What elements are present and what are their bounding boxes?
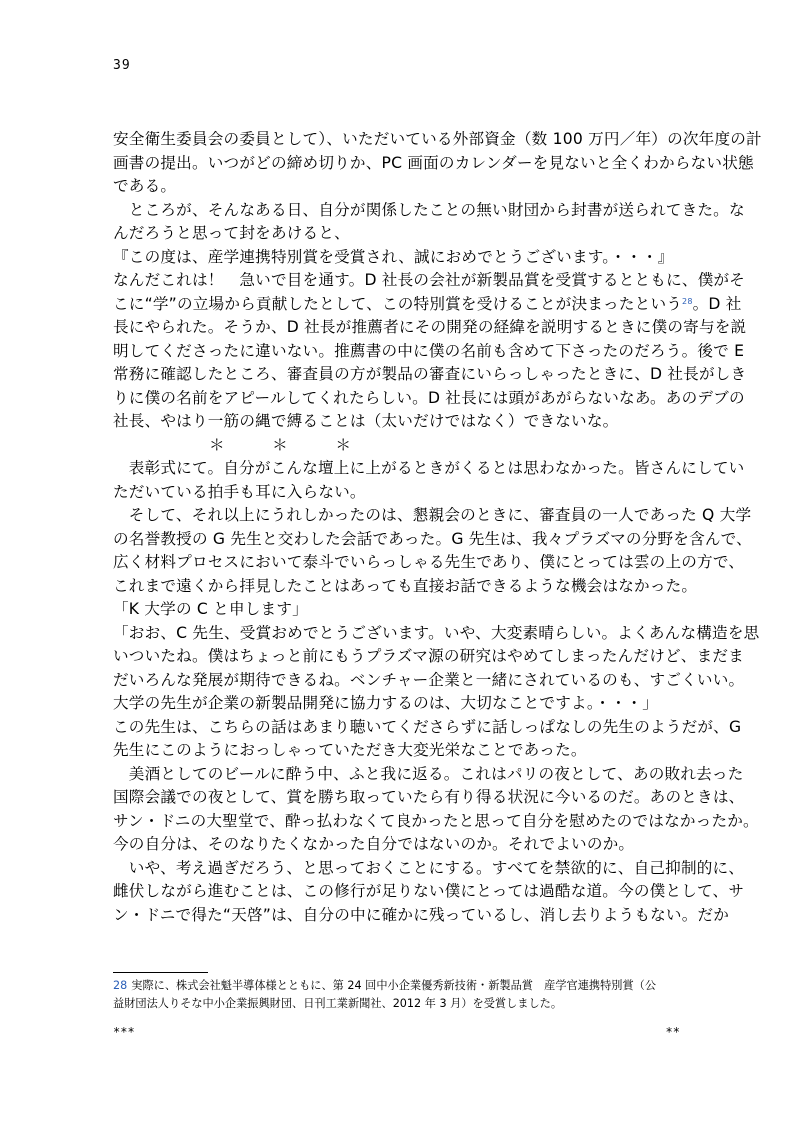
text-line: の名誉教授の G 先生と交わした会話であった。G 先生は、我々プラズマの分野を含んで、 bbox=[113, 529, 752, 548]
text-line: 「K 大学の C と申します」 bbox=[113, 600, 308, 618]
text-line: んだろうと思って封をあけると、 bbox=[113, 224, 350, 242]
text-line: りに僕の名前をアピールしてくれたらしい。D 社長には頭があがらないなあ。あのデブの bbox=[113, 388, 745, 407]
footnote-reference[interactable]: 28 bbox=[682, 296, 693, 306]
text-line: 大学の先生が企業の新製品開発に協力するのは、大切なことですよ。・・・」 bbox=[113, 694, 658, 712]
footnote-line bbox=[113, 977, 688, 995]
text-line-with-footnote bbox=[113, 293, 742, 317]
text-line: 画書の提出。いつがどの締め切りか、PC 画面のカレンダーを見ないと全くわからない状態 bbox=[113, 153, 754, 172]
text-line: 長にやられた。そうか、D 社長が推薦者にその開発の経緯を説明するときに僕の寄与を説 bbox=[113, 318, 747, 336]
footnote bbox=[113, 977, 688, 1013]
text-line: である。 bbox=[113, 177, 177, 195]
text-line: 表彰式にて。自分がこんな壇上に上がるときがくるとは思わなかった。皆さんにしてい bbox=[113, 459, 745, 477]
text-line: 安全衛生委員会の委員として）、いただいている外部資金（数 100 万円／年）の次年度の計 bbox=[113, 130, 762, 148]
text-line: 明してくださったに違いない。推薦書の中に僕の名前も含めて下さったのだろう。後で E bbox=[113, 341, 745, 360]
text-line: そして、それ以上にうれしかったのは、懇親会のときに、審査員の一人であった Q 大学 bbox=[113, 506, 752, 524]
text-line: 今の自分は、そのなりたくなかった自分ではないのか。それでよいのか。 bbox=[113, 835, 635, 853]
text-line: 国際会議での夜として、賞を勝ち取っていたら有り得る状況に今いるのだ。あのときは、 bbox=[113, 788, 745, 806]
text-line: 「おお、C 先生、受賞おめでとうございます。いや、大変素晴らしい。よくあんな構造を思 bbox=[113, 623, 760, 642]
text-line: 『この度は、産学連携特別賞を受賞され、誠におめでとうございます。・・・』 bbox=[113, 247, 674, 266]
text-line: これまで遠くから拝見したことはあっても直接お話できるような機会はなかった。 bbox=[113, 576, 698, 595]
footnote-number: 28 bbox=[113, 979, 128, 992]
section-break-asterisks: ＊ ＊ ＊ bbox=[209, 435, 352, 454]
text-line: サン・ドニの大聖堂で、酔っ払わなくて良かったと思って自分を慰めたのではなかったか。 bbox=[113, 811, 759, 830]
text-fragment: 。D 社 bbox=[692, 294, 742, 313]
text-line: 社長、やはり一筋の縄で縛ることは（太いだけではなく）できないな。 bbox=[113, 412, 619, 430]
body-text bbox=[113, 128, 762, 927]
footnote-divider bbox=[113, 972, 208, 973]
text-line: いついたね。僕はちょっと前にもうプラズマ源の研究はやめてしまったんだけど、まだま bbox=[113, 647, 744, 665]
text-line: ただいている拍手も耳に入らない。 bbox=[113, 482, 366, 501]
footer-left-marker: *** bbox=[113, 1025, 135, 1039]
text-fragment: こに“学”の立場から貢献したとして、この特別賞を受けることが決まったという bbox=[113, 294, 683, 313]
text-line: 雌伏しながら進むことは、この修行が足りない僕にとっては過酷な道。今の僕として、サ bbox=[113, 882, 745, 900]
text-line: なんだこれは！ 急いで目を通す。D 社長の会社が新製品賞を受賞するとともに、僕がそ bbox=[113, 271, 746, 289]
text-line: 常務に確認したところ、審査員の方が製品の審査にいらっしゃったときに、D 社長がしき bbox=[113, 365, 747, 383]
footnote-text: 実際に、株式会社魁半導体様とともに、第 24 回中小企業優秀新技術・新製品賞 産学官連携特別賞（公 bbox=[131, 979, 657, 992]
footnote-line: 益財団法人りそな中小企業振興財団、日刊工業新聞社、2012 年 3 月）を受賞しました。 bbox=[113, 997, 563, 1010]
page-number: 39 bbox=[113, 58, 131, 73]
text-line: 先生にこのようにおっしゃっていただき大変光栄なことであった。 bbox=[113, 741, 587, 759]
text-line: ン・ドニで得た“天啓”は、自分の中に確かに残っているし、消し去りようもない。だか bbox=[113, 905, 730, 924]
text-line: 美酒としてのビールに酔う中、ふと我に返る。これはパリの夜として、あの敗れ去った bbox=[113, 764, 744, 783]
text-line: 広く材料プロセスにおいて泰斗でいらっしゃる先生であり、僕にとっては雲の上の方で、 bbox=[113, 553, 745, 571]
text-line: ところが、そんなある日、自分が関係したことの無い財団から封書が送られてきた。な bbox=[113, 200, 745, 219]
text-line: だいろんな発展が期待できるね。ベンチャー企業と一緒にされているのも、すごくいい。 bbox=[113, 670, 745, 689]
text-line: この先生は、こちらの話はあまり聴いてくださらずに話しっぱなしの先生のようだが、G bbox=[113, 717, 742, 736]
text-line: いや、考え過ぎだろう、と思っておくことにする。すべてを禁欲的に、自己抑制的に、 bbox=[113, 858, 745, 877]
footer-right-marker: ** bbox=[665, 1025, 680, 1039]
